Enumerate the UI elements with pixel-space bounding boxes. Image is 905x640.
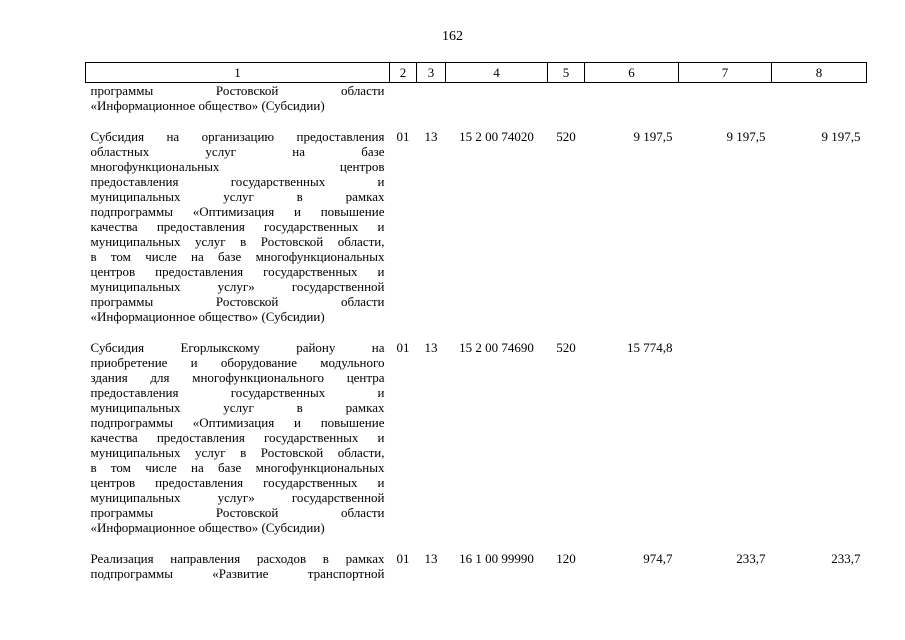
description-line: в том числе на базе многофункциональных (90, 460, 385, 475)
description-line: Реализация направления расходов в рамках (90, 551, 385, 566)
description-line: программы Ростовской области (90, 83, 385, 98)
row-spacer (86, 113, 867, 129)
header-col-3: 3 (417, 63, 446, 83)
table-row (86, 340, 867, 535)
description-line: муниципальных услуг» государственной (90, 279, 385, 294)
description-line: «Информационное общество» (Субсидии) (90, 309, 325, 324)
description-line: Субсидия Егорлыкскому району на (90, 340, 385, 355)
row-amount-1: 15 774,8 (627, 340, 673, 355)
row-spacer-cell (86, 113, 867, 129)
row-expense-type (548, 83, 585, 114)
description-line: подпрограммы «Оптимизация и повышение (90, 204, 385, 219)
row-amount-3 (772, 83, 867, 114)
row-amount-3 (772, 340, 867, 535)
row-amount-3: 233,7 (831, 551, 861, 566)
row-description (86, 129, 390, 324)
row-subsection: 13 (424, 340, 438, 355)
row-expense-type: 520 (556, 129, 576, 144)
row-amount-1 (585, 83, 679, 114)
row-amount-1: 9 197,5 (633, 129, 673, 144)
row-description (86, 551, 390, 581)
table-row (86, 83, 867, 114)
description-line: приобретение и оборудование модульного (90, 355, 385, 370)
row-section: 01 (396, 551, 410, 566)
description-line: муниципальных услуг в Ростовской области, (90, 234, 385, 249)
header-col-4: 4 (446, 63, 548, 83)
row-amount-2: 233,7 (736, 551, 766, 566)
description-line: центров предоставления государственных и (90, 475, 385, 490)
row-subsection: 13 (424, 129, 438, 144)
description-line: муниципальных услуг» государственной (90, 490, 385, 505)
description-line: муниципальных услуг в рамках (90, 400, 385, 415)
description-line: программы Ростовской области (90, 505, 385, 520)
row-amount-2 (679, 340, 772, 535)
table-body (86, 83, 867, 582)
row-subsection: 13 (424, 551, 438, 566)
description-line: муниципальных услуг в рамках (90, 189, 385, 204)
description-line: муниципальных услуг в Ростовской области, (90, 445, 385, 460)
row-spacer-cell (86, 535, 867, 551)
description-line: центров предоставления государственных и (90, 264, 385, 279)
row-amount-3: 9 197,5 (821, 129, 861, 144)
row-target-code (446, 83, 548, 114)
description-line: качества предоставления государственных и (90, 219, 385, 234)
table-row (86, 551, 867, 581)
header-col-6: 6 (585, 63, 679, 83)
header-col-5: 5 (548, 63, 585, 83)
description-line: программы Ростовской области (90, 294, 385, 309)
description-line: областных услуг на базе (90, 144, 385, 159)
header-col-2: 2 (390, 63, 417, 83)
row-section: 01 (396, 340, 410, 355)
description-line: предоставления государственных и (90, 385, 385, 400)
description-line: «Информационное общество» (Субсидии) (90, 520, 325, 535)
row-section (390, 83, 417, 114)
description-line: здания для многофункционального центра (90, 370, 385, 385)
row-section: 01 (396, 129, 410, 144)
row-expense-type: 520 (556, 340, 576, 355)
row-spacer (86, 324, 867, 340)
row-amount-2: 9 197,5 (726, 129, 766, 144)
description-line: предоставления государственных и (90, 174, 385, 189)
row-description (86, 340, 390, 535)
header-col-1: 1 (86, 63, 390, 83)
table-header-row (86, 63, 867, 83)
description-line: подпрограммы «Оптимизация и повышение (90, 415, 385, 430)
row-subsection (417, 83, 446, 114)
row-target-code: 15 2 00 74690 (459, 340, 534, 355)
row-target-code: 15 2 00 74020 (459, 129, 534, 144)
description-line: Субсидия на организацию предоставления (90, 129, 385, 144)
budget-table (85, 62, 867, 581)
row-spacer-cell (86, 324, 867, 340)
row-description (86, 83, 390, 114)
row-expense-type: 120 (556, 551, 576, 566)
row-spacer (86, 535, 867, 551)
description-line: качества предоставления государственных и (90, 430, 385, 445)
row-amount-2 (679, 83, 772, 114)
table-row (86, 129, 867, 324)
header-col-8: 8 (772, 63, 867, 83)
description-line: многофункциональных центров (90, 159, 385, 174)
row-amount-1: 974,7 (643, 551, 673, 566)
description-line: в том числе на базе многофункциональных (90, 249, 385, 264)
row-target-code: 16 1 00 99990 (459, 551, 534, 566)
description-line: подпрограммы «Развитие транспортной (90, 566, 385, 581)
header-col-7: 7 (679, 63, 772, 83)
page-number: 162 (442, 29, 463, 44)
description-line: «Информационное общество» (Субсидии) (90, 98, 325, 113)
